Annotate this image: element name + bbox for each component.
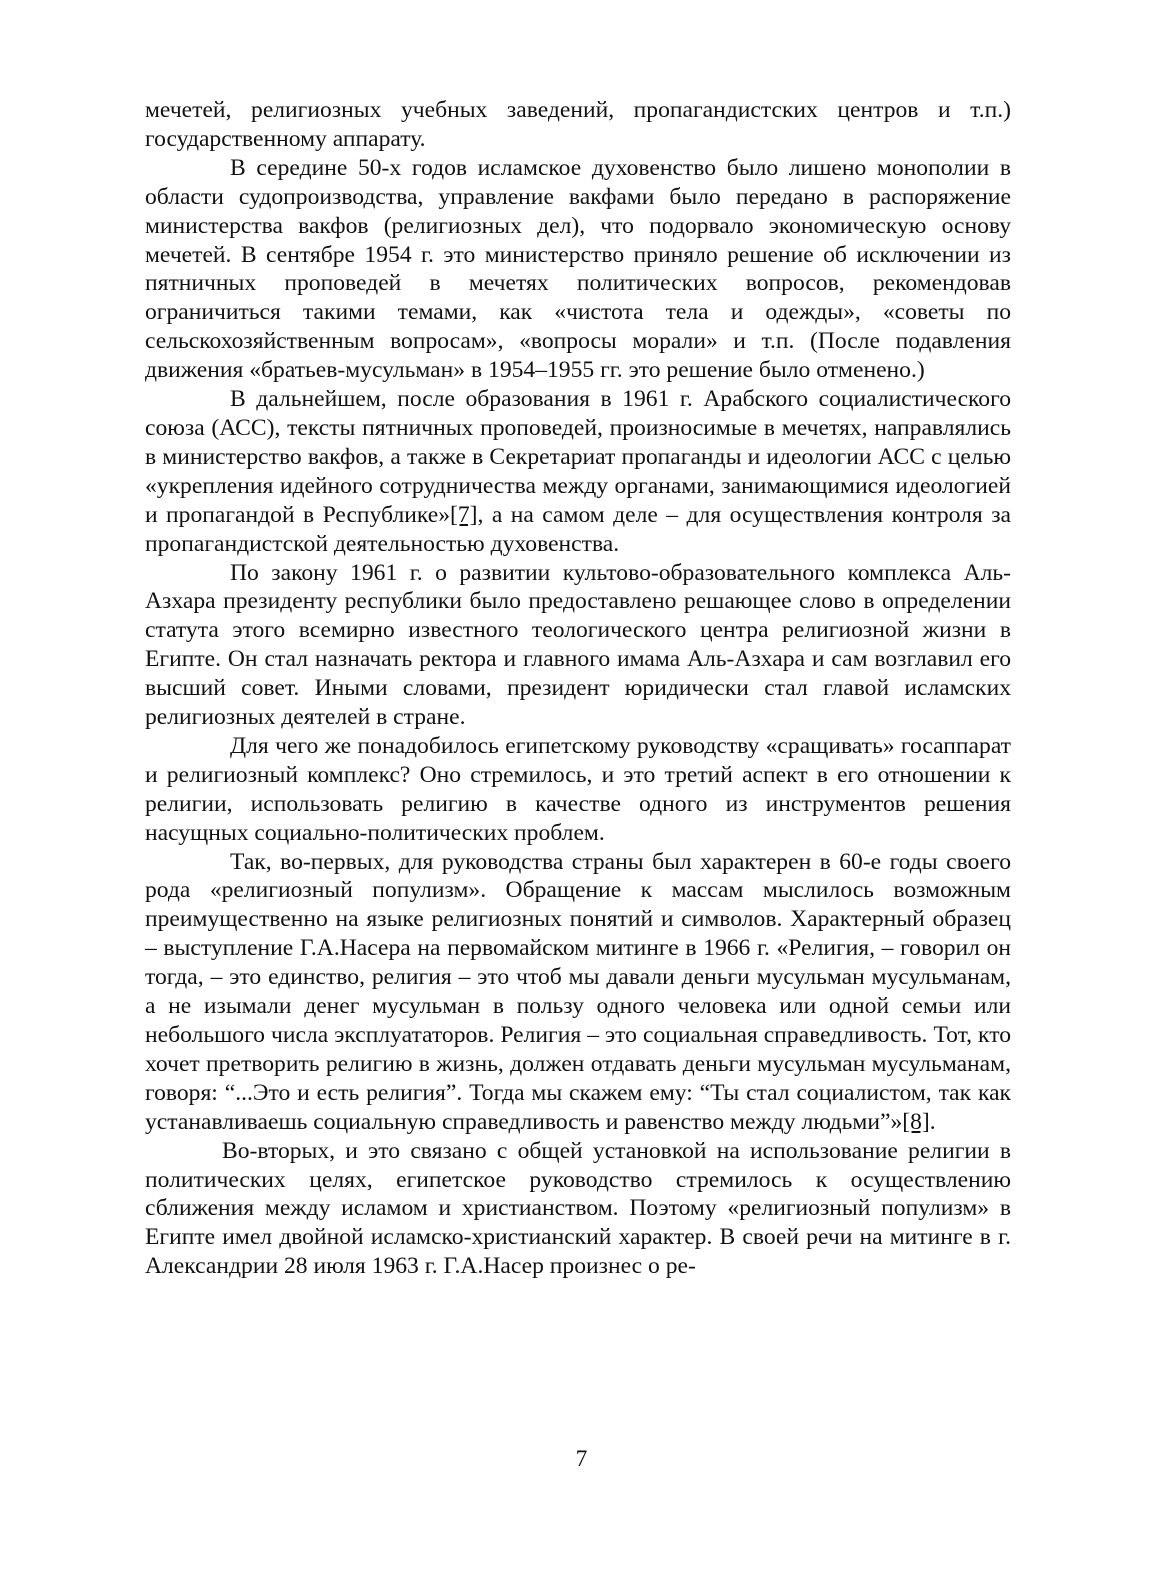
paragraph-secondly: Во-вторых, и это связано с общей установкой на использование религии в политических целях, египетское руководство стремилось к осуществлению сближения между исламом и христианством. Поэтому «религиозный популизм» в Египте имел двойной исламско-христианский характер. В своей речи на митинге в г. Александрии 28 июля 1963 г. Г.А.Насер произнес о ре-: [145, 1137, 1011, 1280]
page-number: 7: [575, 1446, 588, 1471]
paragraph-text: В дальнейшем, после образования в 1961 г. Арабского социалистического союза (АСС), тексты пятничных проповедей, произносимые в мечетях, направлялись в министерство вакфов, а также в Секретариат пропаганды и идеологии АСС с целью «укрепления идейного сотрудничества между органами, занимающимися идеологией и пропагандой в Республике»: [145, 386, 1011, 528]
paragraph-question: Для чего же понадобилось египетскому руководству «сращивать» госаппарат и религиозный комплекс? Оно стремилось, и это третий аспект в его отношении к религии, использовать религию в качестве одного из инструментов решения насущных социально-политических проблем.: [145, 732, 1011, 846]
footnote-link-7[interactable]: [7]: [450, 501, 478, 528]
footnote-link-8[interactable]: [8]: [902, 1108, 930, 1135]
paragraph-al-azhar-law: По закону 1961 г. о развитии культово-образовательного комплекса Аль-Азхара президенту республики было предоставлено решающее слово в определении статута этого всемирно известного теологического центра религиозной жизни в Египте. Он стал назначать ректора и главного имама Аль-Азхара и сам возглавил его высший совет. Иными словами, президент юридически стал главой исламских религиозных деятелей в стране.: [145, 559, 1011, 731]
paragraph-mid-50s: В середине 50-х годов исламское духовенство было лишено монополии в области судопроизводства, управление вакфами было передано в распоряжение министерства вакфов (религиозных дел), что подорвало экономическую основу мечетей. В сентябре 1954 г. это министерство приняло решение об исключении из пятничных проповедей в мечетях политических вопросов, рекомендовав ограничиться такими темами, как «чистота тела и одежды», «советы по сельскохозяйственным вопросам», «вопросы морали» и т.п. (После подавления движения «братьев-мусульман» в 1954–1955 гг. это решение было отменено.): [145, 154, 1011, 384]
paragraph-text: , а на самом деле – для осуществления контроля за пропагандистской деятельностью духовенства.: [145, 501, 1011, 557]
paragraph-religious-populism: [145, 848, 1011, 1137]
document-page: [145, 96, 1011, 1281]
paragraph-text: .: [929, 1108, 936, 1135]
paragraph-text: Так, во-первых, для руководства страны был характерен в 60-е годы своего рода «религиозный популизм». Обращение к массам мыслилось возможным преимущественно на языке религиозных понятий и символов. Характерный образец – выступление Г.А.Насера на первомайском митинге в 1966 г. «Религия, – говорил он тогда, – это единство, религия – это чтоб мы давали деньги мусульман мусульманам, а не изымали денег мусульман в пользу одного человека или одной семьи или небольшого числа эксплуататоров. Религия – это социальная справедливость. Тот, кто хочет претворить религию в жизнь, должен отдавать деньги мусульман мусульманам, говоря: “...Это и есть религия”. Тогда мы скажем ему: “Ты стал социалистом, так как устанавливаешь социальную справедливость и равенство между людьми”»: [145, 848, 1011, 1135]
paragraph-1961-asu: [145, 385, 1011, 558]
paragraph-continuation: мечетей, религиозных учебных заведений, пропагандистских центров и т.п.) государственному аппарату.: [145, 97, 1011, 152]
